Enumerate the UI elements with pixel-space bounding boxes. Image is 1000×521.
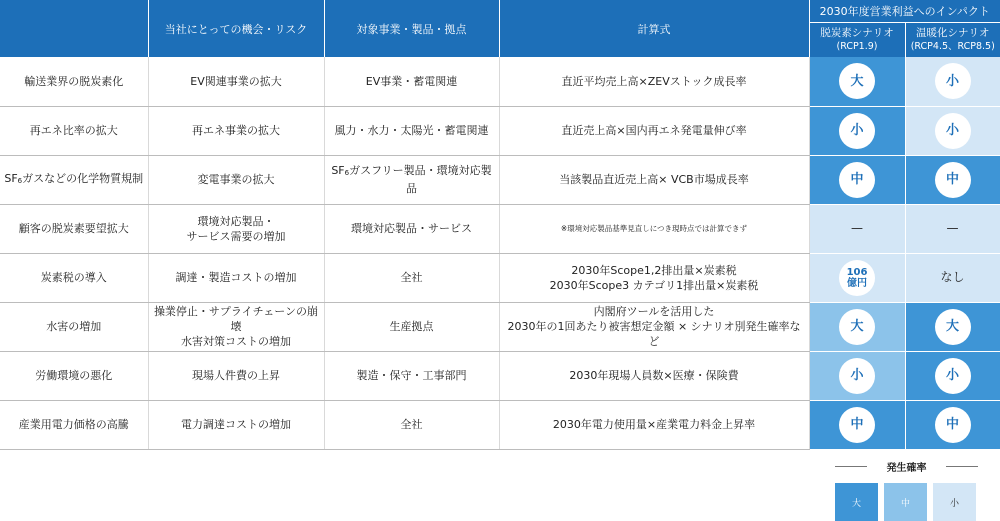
- impact-badge: 小: [935, 358, 971, 394]
- opportunity-risk: 電力調達コストの増加: [148, 400, 324, 449]
- opportunity-risk: 再エネ事業の拡大: [148, 106, 324, 155]
- impact-badge: 大: [839, 63, 875, 99]
- formula-note: ※環境対応製品基準見直しにつき現時点では計算できず: [499, 204, 809, 253]
- warming-impact-cell: [905, 155, 1000, 204]
- legend-mid: 中: [884, 483, 927, 521]
- risk-factor: 水害の増加: [0, 302, 148, 351]
- table-row: [0, 351, 1000, 400]
- warming-scenario-label: 温暖化シナリオ: [916, 26, 990, 39]
- decarb-impact-cell: [809, 57, 905, 106]
- table-row: [0, 253, 1000, 302]
- opportunity-risk: EV関連事業の拡大: [148, 57, 324, 106]
- impact-badge: 小: [839, 358, 875, 394]
- probability-legend: [835, 459, 978, 521]
- target: 生産拠点: [324, 302, 499, 351]
- risk-factor: 炭素税の導入: [0, 253, 148, 302]
- warming-scenario-rcp: (RCP4.5、RCP8.5): [910, 40, 995, 52]
- target: 全社: [324, 400, 499, 449]
- warming-impact-cell: [905, 57, 1000, 106]
- risk-factor: 再エネ比率の拡大: [0, 106, 148, 155]
- formula: 2030年Scope1,2排出量×炭素税 2030年Scope3 カテゴリ1排出量×炭素税: [499, 253, 809, 302]
- formula: 2030年電力使用量×産業電力料金上昇率: [499, 400, 809, 449]
- risk-factor: $SF_6$ガスなどの化学物質規制: [0, 155, 148, 204]
- decarb-impact-cell: [809, 204, 905, 253]
- impact-badge: 大: [839, 309, 875, 345]
- impact-badge: 中: [839, 162, 875, 198]
- formula: 当該製品直近売上高× VCB市場成長率: [499, 155, 809, 204]
- opportunity-risk: 環境対応製品・ サービス需要の増加: [148, 204, 324, 253]
- formula: 直近平均売上高×ZEVストック成長率: [499, 57, 809, 106]
- decarb-impact-cell: [809, 155, 905, 204]
- warming-impact-cell: [905, 204, 1000, 253]
- target: $SF_6$ガスフリー製品・環境対応製品: [324, 155, 499, 204]
- impact-badge: 中: [935, 162, 971, 198]
- table-row: [0, 400, 1000, 449]
- target: 製造・保守・工事部門: [324, 351, 499, 400]
- legend-high: 大: [835, 483, 878, 521]
- formula: 直近売上高×国内再エネ発電量伸び率: [499, 106, 809, 155]
- impact-amount-badge: 106 億円: [839, 260, 875, 296]
- warming-impact-cell: [905, 351, 1000, 400]
- decarb-impact-cell: [809, 302, 905, 351]
- decarb-impact-cell: [809, 253, 905, 302]
- table-row: [0, 302, 1000, 351]
- table-row: [0, 204, 1000, 253]
- opportunity-risk: 現場人件費の上昇: [148, 351, 324, 400]
- header-opportunity-risk: 当社にとっての機会・リスク: [148, 0, 324, 57]
- formula: 内閣府ツールを活用した 2030年の1回あたり被害想定金額 × シナリオ別発生確率など: [499, 302, 809, 351]
- target: 全社: [324, 253, 499, 302]
- decarb-impact-cell: [809, 106, 905, 155]
- impact-badge: 中: [935, 407, 971, 443]
- warming-impact-cell: [905, 302, 1000, 351]
- impact-badge: 大: [935, 309, 971, 345]
- impact-badge: 中: [839, 407, 875, 443]
- warming-impact-cell: [905, 253, 1000, 302]
- risk-factor: 顧客の脱炭素要望拡大: [0, 204, 148, 253]
- impact-badge: 小: [935, 63, 971, 99]
- legend-swatches: [835, 483, 978, 521]
- decarb-scenario-rcp: (RCP1.9): [836, 40, 878, 52]
- impact-badge: 小: [839, 113, 875, 149]
- decarb-impact-cell: [809, 351, 905, 400]
- risk-factor: 産業用電力価格の高騰: [0, 400, 148, 449]
- table-row: [0, 106, 1000, 155]
- legend-low: 小: [933, 483, 976, 521]
- impact-none: —: [946, 221, 959, 235]
- opportunity-risk: 操業停止・サプライチェーンの崩壊 水害対策コストの増加: [148, 302, 324, 351]
- header-warming-scenario: [905, 22, 1000, 57]
- decarb-scenario-label: 脱炭素シナリオ: [820, 26, 894, 39]
- header-impact: 2030年度営業利益へのインパクト: [809, 0, 1000, 22]
- table-row: [0, 155, 1000, 204]
- risk-factor: 労働環境の悪化: [0, 351, 148, 400]
- target: EV事業・蓄電関連: [324, 57, 499, 106]
- target: 風力・水力・太陽光・蓄電関連: [324, 106, 499, 155]
- impact-none-text: なし: [940, 270, 965, 284]
- legend-title: 発生確率: [835, 459, 978, 473]
- warming-impact-cell: [905, 106, 1000, 155]
- header-blank: [0, 0, 148, 57]
- opportunity-risk: 変電事業の拡大: [148, 155, 324, 204]
- table-row: [0, 57, 1000, 106]
- warming-impact-cell: [905, 400, 1000, 449]
- header-decarb-scenario: [809, 22, 905, 57]
- target: 環境対応製品・サービス: [324, 204, 499, 253]
- impact-badge: 小: [935, 113, 971, 149]
- header-formula: 計算式: [499, 0, 809, 57]
- decarb-impact-cell: [809, 400, 905, 449]
- impact-none: —: [851, 221, 863, 235]
- risk-factor: 輸送業界の脱炭素化: [0, 57, 148, 106]
- formula: 2030年現場人員数×医療・保険費: [499, 351, 809, 400]
- opportunity-risk: 調達・製造コストの増加: [148, 253, 324, 302]
- header-target: 対象事業・製品・拠点: [324, 0, 499, 57]
